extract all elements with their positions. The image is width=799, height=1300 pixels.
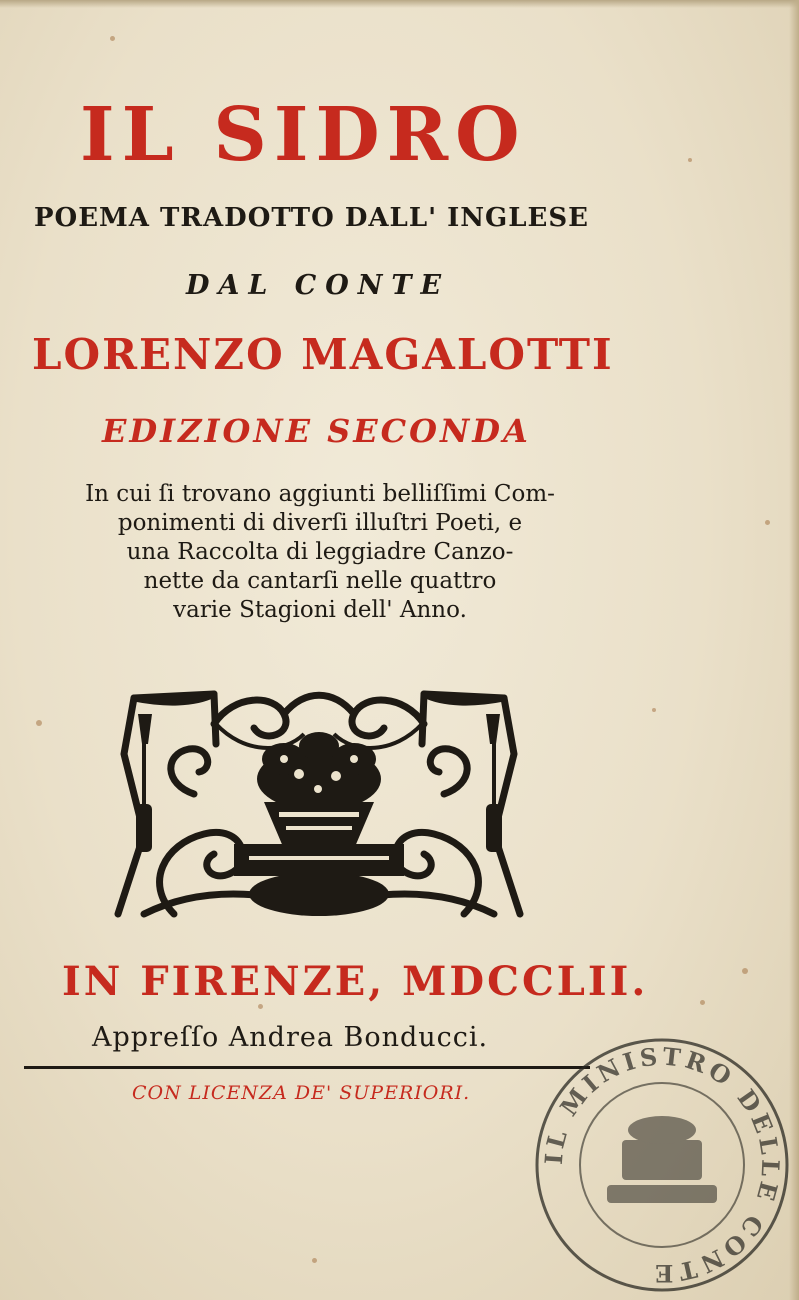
printer-line: Appreſſo Andrea Bonducci.: [92, 1022, 489, 1053]
library-stamp-icon: [527, 1030, 797, 1300]
author-name: LORENZO MAGALOTTI: [32, 330, 614, 379]
foxing-spot: [765, 520, 770, 525]
basket-of-flowers-ornament-icon: [104, 684, 534, 924]
foxing-spot: [688, 158, 692, 162]
foxing-spot: [742, 968, 748, 974]
imprint-city: IN FIRENZE, MDCCLII.: [62, 958, 649, 1005]
description-line: ponimenti di diverſi illuſtri Poeti, e: [117, 510, 523, 536]
description-line: nette da cantarſi nelle quattro: [143, 568, 497, 594]
description-line: In cui ſi trovano aggiunti belliſſimi Com-: [85, 481, 555, 507]
page-edge-top: [0, 0, 799, 8]
foxing-spot: [312, 1258, 317, 1263]
book-title: IL SIDRO: [80, 92, 527, 178]
description-line: una Raccolta di leggiadre Canzo-: [126, 539, 514, 565]
license-line: CON LICENZA DE' SUPERIORI.: [132, 1082, 471, 1104]
by-line: DAL CONTE: [186, 270, 451, 301]
book-subtitle: POEMA TRADOTTO DALL' INGLESE: [34, 203, 589, 233]
stamp-text: IL MINISTRO DELLE CONTE: [538, 1041, 786, 1289]
foxing-spot: [652, 708, 656, 712]
description: [30, 480, 610, 625]
foxing-spot: [700, 1000, 705, 1005]
horizontal-rule: [24, 1066, 590, 1069]
foxing-spot: [36, 720, 42, 726]
description-line: varie Stagioni dell' Anno.: [173, 597, 467, 623]
foxing-spot: [110, 36, 115, 41]
edition-label: EDIZIONE SECONDA: [102, 412, 531, 450]
